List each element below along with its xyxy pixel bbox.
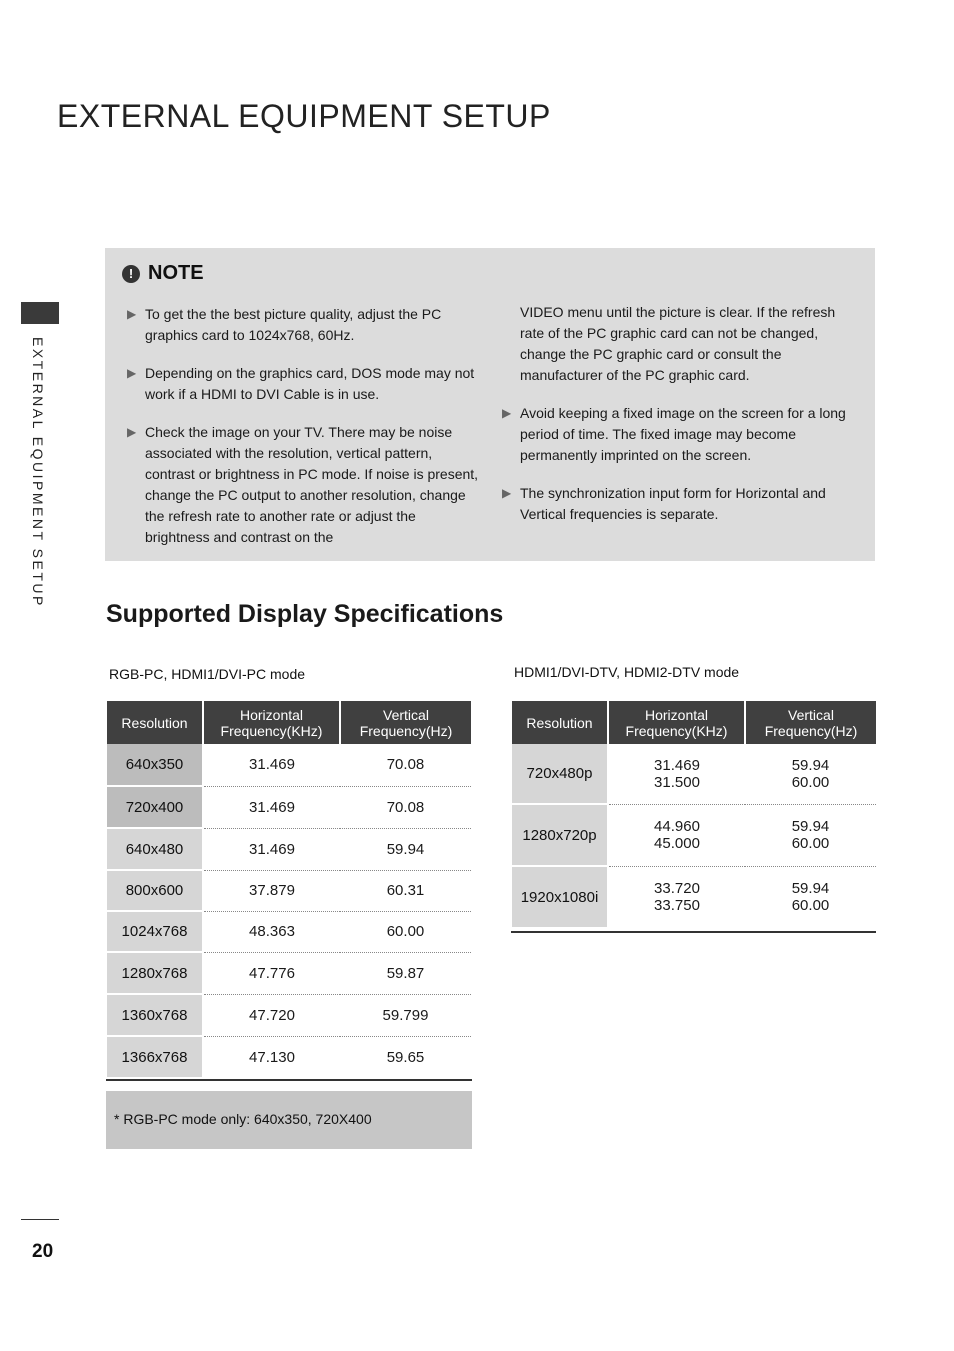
horizontal-cell: 31.500 — [608, 774, 745, 804]
note-bullet: ▶ Depending on the graphics card, DOS mode may not work if a HDMI to DVI Cable is in use. — [127, 365, 475, 402]
horizontal-cell: 33.750 — [654, 897, 700, 914]
vertical-cell: 60.00 — [791, 897, 830, 914]
vertical-cell: 70.08 — [340, 786, 471, 828]
resolution-cell: 1280x768 — [107, 952, 203, 994]
bullet-arrow-icon: ▶ — [502, 406, 512, 420]
horizontal-cell: 47.130 — [249, 1048, 295, 1066]
section-title: Supported Display Specifications — [106, 600, 504, 628]
horizontal-cell: 31.469 — [203, 786, 340, 828]
resolution-cell: 1360x768 — [107, 994, 203, 1036]
note-bullet-continuation: VIDEO menu until the picture is clear. If the refresh rate of the PC graphic card can not be changed, change the PC graphic card or consult the manufacturer of the PC graphic card. — [520, 304, 836, 383]
resolution-cell: 640x480 — [107, 828, 203, 870]
vertical-cell: 59.65 — [386, 1048, 425, 1066]
horizontal-cell: 44.960 — [654, 818, 700, 835]
note-header — [122, 262, 204, 285]
horizontal-cell: 31.469 — [203, 828, 340, 870]
vertical-cell: 60.00 — [745, 774, 876, 804]
horizontal-cell: 37.879 — [203, 870, 340, 911]
note-column-right — [502, 302, 857, 542]
horizontal-cell: 33.720 — [654, 880, 700, 897]
vertical-cell: 59.799 — [340, 994, 471, 1036]
table-row — [512, 866, 876, 897]
vertical-cell: 59.94 — [791, 880, 830, 897]
column-header-horizontal: Horizontal Frequency(KHz) — [608, 701, 745, 744]
page-title: EXTERNAL EQUIPMENT SETUP — [57, 98, 551, 134]
horizontal-cell: 45.000 — [608, 835, 745, 866]
table1-bottom-rule — [106, 1079, 472, 1081]
bullet-arrow-icon: ▶ — [127, 366, 137, 380]
vertical-cell: 70.08 — [340, 744, 471, 786]
table-header-row — [512, 701, 876, 744]
horizontal-cell: 31.469 — [203, 744, 340, 786]
table-row — [107, 994, 471, 1036]
table-row — [107, 744, 471, 786]
bullet-arrow-icon: ▶ — [502, 486, 512, 500]
table-row — [512, 744, 876, 774]
note-bullet: ▶ To get the the best picture quality, adjust the PC graphics card to 1024x768, 60Hz. — [127, 306, 442, 343]
column-header-resolution: Resolution — [107, 701, 203, 744]
column-header-vertical: Vertical Frequency(Hz) — [340, 701, 471, 744]
horizontal-cell: 31.469 — [654, 757, 700, 774]
note-bullet: ▶ Check the image on your TV. There may be noise associated with the resolution, vertical pattern, contrast or brightness in PC mode. If noise is present, change the PC output to another resolution, change the refresh rate to another rate or adjust the brightness and contrast on the — [127, 424, 479, 545]
side-tab-marker — [21, 302, 59, 324]
page-number-rule — [21, 1219, 59, 1220]
vertical-cell: 59.94 — [340, 828, 471, 870]
resolution-cell: 640x350 — [107, 744, 203, 786]
table-row — [107, 828, 471, 870]
horizontal-cell: 48.363 — [203, 911, 340, 952]
horizontal-cell: 47.776 — [203, 952, 340, 994]
page-number: 20 — [32, 1241, 54, 1262]
exclamation-icon: ! — [122, 265, 140, 283]
resolution-cell: 800x600 — [107, 870, 203, 911]
resolution-cell: 1366x768 — [107, 1036, 203, 1078]
vertical-cell: 60.00 — [340, 911, 471, 952]
column-header-horizontal: Horizontal Frequency(KHz) — [203, 701, 340, 744]
table-row — [107, 911, 471, 952]
note-title: NOTE — [148, 262, 204, 284]
resolution-cell: 1024x768 — [107, 911, 203, 952]
table-row — [107, 1036, 471, 1078]
table-header-row — [107, 701, 471, 744]
table2-bottom-rule — [511, 931, 876, 933]
vertical-cell: 60.00 — [745, 835, 876, 866]
vertical-cell: 59.87 — [340, 952, 471, 994]
pc-mode-table — [107, 701, 471, 1079]
column-header-resolution: Resolution — [512, 701, 608, 744]
table-row — [512, 804, 876, 835]
table2-caption: HDMI1/DVI-DTV, HDMI2-DTV mode — [514, 664, 740, 680]
vertical-cell: 59.94 — [791, 757, 830, 774]
table1-caption: RGB-PC, HDMI1/DVI-PC mode — [109, 666, 306, 682]
note-column-left — [127, 304, 483, 565]
resolution-cell: 1920x1080i — [512, 866, 608, 928]
bullet-arrow-icon: ▶ — [127, 307, 137, 321]
resolution-cell: 720x480p — [512, 744, 608, 804]
side-section-label: EXTERNAL EQUIPMENT SETUP — [30, 337, 46, 608]
horizontal-cell: 47.720 — [203, 994, 340, 1036]
vertical-cell: 60.31 — [340, 870, 471, 911]
column-header-vertical: Vertical Frequency(Hz) — [745, 701, 876, 744]
resolution-cell: 720x400 — [107, 786, 203, 828]
note-bullet: ▶ Avoid keeping a fixed image on the screen for a long period of time. The fixed image may become permanently imprinted on the screen. — [502, 405, 846, 463]
bullet-arrow-icon: ▶ — [127, 425, 137, 439]
vertical-cell: 59.94 — [791, 818, 830, 835]
table-row — [107, 870, 471, 911]
table-row — [107, 786, 471, 828]
dtv-mode-table — [512, 701, 876, 929]
note-box — [105, 248, 875, 561]
resolution-cell: 1280x720p — [512, 804, 608, 866]
table-row — [107, 952, 471, 994]
footnote-box: * RGB-PC mode only: 640x350, 720X400 — [106, 1091, 472, 1149]
note-bullet: ▶ The synchronization input form for Horizontal and Vertical frequencies is separate. — [502, 485, 826, 522]
